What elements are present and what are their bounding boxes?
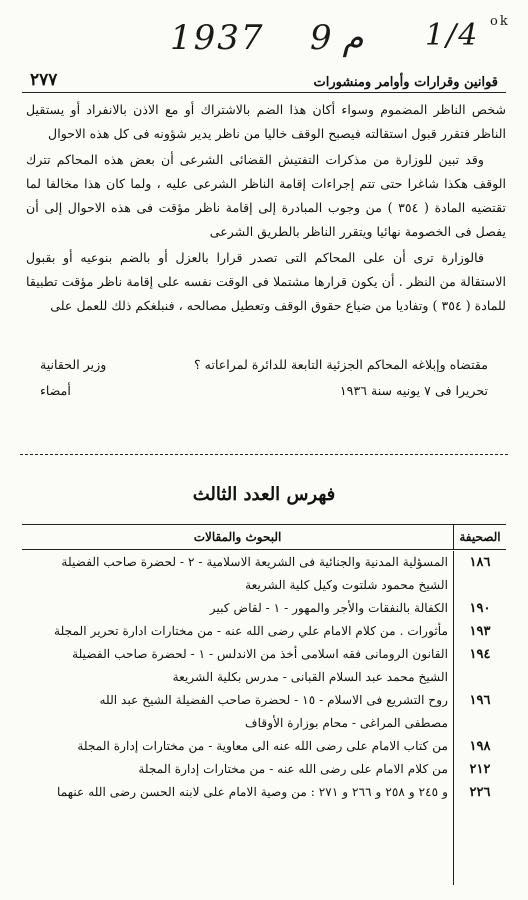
handwritten-ok: ok [490, 14, 510, 29]
paragraph-3: فالوزارة ترى أن على المحاكم التى تصدر قرارا بالعزل أو بالضم بنوعيه أو بقبول الاستقالة من النظر . أن يكون قرارها مشتملا فى الوقت نفسه على إقامة ناظر مؤقت تطبيقا للمادة ( ٣٥٤ ) وتفاديا من ضياع حقوق الوقف وتعطيل مصالحه ، فنبلغكم ذلك للعمل على [26, 250, 506, 313]
toc-entry-text [22, 689, 454, 735]
closing-row [40, 357, 488, 372]
toc-col-articles: البحوث والمقالات [22, 525, 454, 549]
toc-entry-page: ١٩٦ [469, 693, 491, 708]
toc-entry-text [22, 551, 454, 597]
toc-entry-line: الشيخ محمود شلتوت وكيل كلية الشريعة [245, 578, 448, 592]
handwritten-fraction: 1/4 [425, 18, 480, 53]
toc-entry [22, 735, 506, 758]
page-number: ٢٧٧ [30, 70, 58, 90]
handwritten-annotation [150, 14, 510, 62]
toc-entry [22, 597, 506, 620]
toc-entry-text [22, 643, 454, 689]
toc-entry-line: مصطفى المراغى - محام بوزارة الأوقاف [245, 716, 448, 730]
minister-title: وزير الحقانية [40, 357, 107, 372]
toc-entry-text [22, 758, 454, 781]
closing-line: مقتضاه وإبلاغه المحاكم الجزئية التابعة للدائرة لمراعاته ؟ [194, 357, 488, 372]
section-divider [20, 454, 508, 455]
toc-entry-page: ١٨٦ [469, 555, 491, 570]
toc-entry-page: ١٩٣ [469, 624, 491, 639]
toc-column-divider [453, 551, 454, 885]
handwritten-year: 1937 [170, 18, 265, 58]
toc-entry-text [22, 781, 454, 804]
toc-entry-line: روح التشريع فى الاسلام - ١٥ - لحضرة صاحب الفضيلة الشيخ عبد الله [99, 693, 448, 707]
toc-entry [22, 551, 506, 597]
toc-entry-line: مأثورات . من كلام الامام علي رضى الله عنه - من مختارات ادارة تحرير المجلة [54, 624, 448, 638]
toc-entry-line: الكفالة بالنفقات والأجر والمهور - ١ - لقاض كبير [209, 601, 448, 615]
header-rule [22, 92, 506, 93]
toc-entry-page: ٢٢٦ [469, 785, 491, 800]
signature: أمضاء [40, 383, 71, 398]
table-of-contents [22, 524, 506, 885]
header-title: قوانين وقرارات وأوامر ومنشورات [313, 75, 498, 90]
toc-entry-page: ١٩٠ [469, 601, 491, 616]
toc-entry-line: المسؤلية المدنية والجنائية فى الشريعة الاسلامية - ٢ - لحضرة صاحب الفضيلة [61, 555, 448, 569]
toc-entry [22, 689, 506, 735]
toc-entry [22, 643, 506, 689]
body-text [26, 98, 506, 320]
toc-entry-line: و ٢٤٥ و ٢٥٨ و ٢٦٦ و ٢٧١ : من وصية الامام على لابنه الحسن رضى الله عنهما [57, 785, 448, 799]
toc-rows [22, 551, 506, 885]
toc-entry-line: من كلام الامام على رضى الله عنه - من مختارات إدارة المجلة [138, 762, 448, 776]
toc-entry-line: من كتاب الامام على رضى الله عنه الى معاوية - من مختارات إدارة المجلة [77, 739, 448, 753]
date-row [40, 383, 488, 398]
toc-title: فهرس العدد الثالث [192, 484, 336, 505]
toc-col-page: الصحيفة [459, 530, 501, 544]
toc-entry [22, 781, 506, 804]
toc-entry [22, 620, 506, 643]
handwritten-mark: 9 م [310, 18, 364, 58]
paragraph-1: شخص الناظر المضموم وسواء أكان هذا الضم بالاشتراك أو مع الاذن بالانفراد أو يستقيل الناظر فتقرر قبول استقالته فيصبح الوقف خاليا من ناظر يدير شؤونه فى كل هذه الاحوال [26, 102, 506, 141]
toc-entry-text [22, 620, 454, 643]
toc-header-row [22, 525, 506, 550]
toc-entry-page: ١٩٨ [469, 739, 491, 754]
toc-entry-line: الشيخ محمد عبد السلام القبانى - مدرس بكلية الشريعة [172, 670, 448, 684]
toc-entry-text [22, 735, 454, 758]
toc-entry-page: ١٩٤ [469, 647, 491, 662]
running-header [30, 68, 498, 90]
date-line: تحريرا فى ٧ يونيه سنة ١٩٣٦ [339, 383, 488, 398]
toc-entry-text [22, 597, 454, 620]
toc-entry [22, 758, 506, 781]
toc-entry-page: ٢١٢ [469, 762, 491, 777]
paragraph-2: وقد تبين للوزارة من مذكرات التفتيش القضائى الشرعى أن بعض هذه المحاكم تترك الوقف هكذا شاغرا حتى تتم إجراءات إقامة الناظر الشرعى عليه ، ولما كان هذا مخالفا لما تقتضيه المادة ( ٣٥٤ ) من وجوب المبادرة إلى إقامة ناظر مؤقت فى هذه الاحوال إلى أن يفصل فى الخصومة نهائيا ويتقرر الناظر بالطريق الشرعى [26, 152, 506, 239]
toc-entry-line: القانون الرومانى فقه اسلامى أخذ من الاندلس - ١ - لحضرة صاحب الفضيلة [72, 647, 448, 661]
